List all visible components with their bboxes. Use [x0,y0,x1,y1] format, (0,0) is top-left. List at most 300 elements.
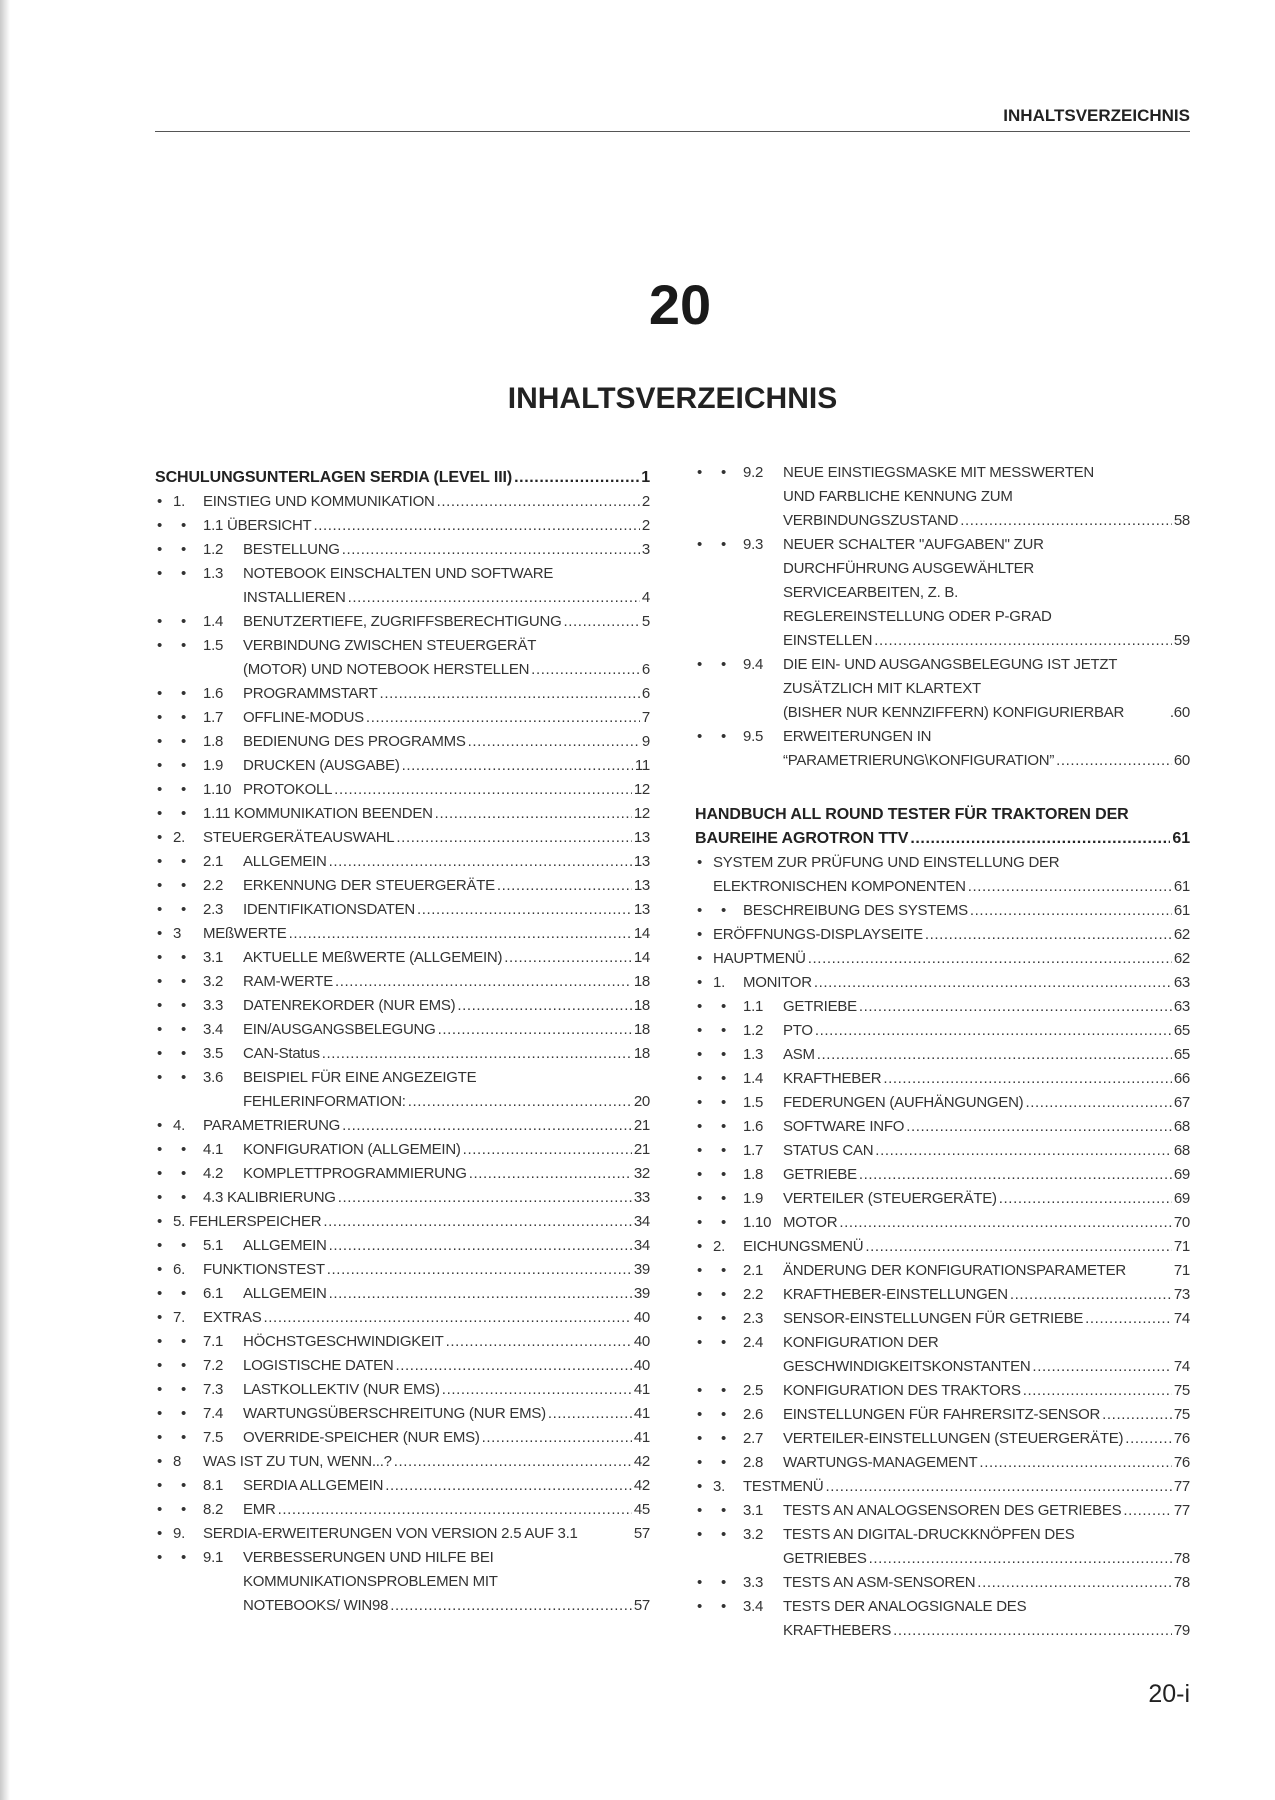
toc-entry[interactable] [695,1451,1190,1475]
toc-entry[interactable] [155,1018,650,1042]
toc-entry-body [743,1475,1190,1499]
bullet-icon: • [721,1574,727,1591]
section-number: 9.1 [203,1549,224,1566]
bullet-icon: • [697,854,703,871]
bullet-icon: • [181,685,187,702]
toc-entry[interactable] [155,946,650,970]
toc-entry-body [713,947,1190,971]
toc-entry[interactable] [155,898,650,922]
entry-title: SERVICEARBEITEN, Z. B. [783,584,959,601]
section-number: 9.3 [743,536,764,553]
toc-entry[interactable] [695,653,1190,725]
toc-entry[interactable] [695,1595,1190,1643]
toc-entry-body [783,1067,1190,1091]
toc-entry[interactable] [695,1427,1190,1451]
section-number: 9.4 [743,656,764,673]
toc-entry-body [743,1235,1190,1259]
toc-entry-body [243,754,650,778]
bullet-icon: • [157,757,163,774]
entry-line [783,1619,1190,1643]
toc-entry-body [783,1211,1190,1235]
entry-line [243,586,650,610]
toc-entry[interactable] [695,1115,1190,1139]
toc-entry-body [203,514,650,538]
toc-entry[interactable] [695,1499,1190,1523]
entry-line [783,1115,1190,1139]
entry-title: NEUER SCHALTER "AUFGABEN" ZUR [783,536,1044,553]
bullet-icon: • [697,926,703,943]
bullet-icon: • [181,1285,187,1302]
entry-line [203,514,650,538]
toc-entry[interactable] [155,826,650,850]
entry-title: VERTEILER (STEUERGERÄTE) [783,1190,997,1207]
entry-title: NEUE EINSTIEGSMASKE MIT MESSWERTEN [783,464,1094,481]
section-number: 7.1 [203,1333,224,1350]
entry-title: HÖCHSTGESCHWINDIGKEIT [243,1333,444,1350]
toc-entry-body [203,802,650,826]
dot-leader [329,1234,632,1258]
entry-line [243,970,650,994]
scan-edge-shadow [0,0,10,1800]
toc-entry[interactable] [695,1475,1190,1499]
dot-leader [1010,1283,1172,1307]
toc-entry[interactable] [695,1211,1190,1235]
toc-entry-body [243,874,650,898]
toc-entry[interactable] [155,754,650,778]
entry-line [243,994,650,1018]
toc-entry[interactable] [155,514,650,538]
toc-page-ref: 57 [633,1525,650,1542]
toc-page-ref: 18 [633,1021,650,1038]
toc-entry[interactable] [155,490,650,514]
dot-leader [859,995,1172,1019]
toc-entry[interactable] [695,1259,1190,1283]
toc-page-ref: 2 [641,493,650,510]
toc-page-ref: 74 [1173,1358,1190,1375]
toc-entry[interactable] [695,851,1190,899]
entry-line [243,1018,650,1042]
bullet-icon: • [697,1502,703,1519]
toc-entry-body [783,995,1190,1019]
entry-line [783,533,1190,557]
toc-page-ref: 39 [633,1261,650,1278]
spacer [578,1522,634,1546]
bullet-icon: • [181,1549,187,1566]
toc-entry-body [783,1331,1190,1379]
section-number: 2.8 [743,1454,764,1471]
bullet-icon: • [697,998,703,1015]
entry-title: EMR [243,1501,276,1518]
section-number: 1.1 [203,517,224,534]
section-number: 9. [173,1525,186,1542]
entry-title: GETRIEBE [783,1166,857,1183]
toc-entry-body [203,1114,650,1138]
toc-entry[interactable] [695,1139,1190,1163]
toc-entry[interactable] [155,1114,650,1138]
toc-entry-body [783,1139,1190,1163]
toc-entry[interactable] [695,1403,1190,1427]
entry-line [243,634,650,658]
section-number: 2. [713,1238,726,1255]
bullet-icon: • [181,517,187,534]
entry-title: DRUCKEN (AUSGABE) [243,757,400,774]
toc-entry[interactable] [155,1042,650,1066]
toc-entry[interactable] [695,1331,1190,1379]
entry-title: KOMMUNIKATIONSPROBLEMEN MIT [243,1573,498,1590]
entry-title: REGLEREINSTELLUNG ODER P-GRAD [783,608,1052,625]
bullet-icon: • [697,1190,703,1207]
dot-leader [970,899,1172,923]
entry-line [783,461,1190,485]
dot-leader [514,466,639,490]
toc-entry[interactable] [155,1282,650,1306]
dot-leader [322,1042,632,1066]
bullet-icon: • [181,853,187,870]
entry-line [243,1378,650,1402]
section-number: 3.1 [743,1502,764,1519]
toc-page-ref: 41 [633,1429,650,1446]
section-number: 2. [173,829,186,846]
toc-page-ref: 14 [633,949,650,966]
toc-entry[interactable] [155,1546,650,1618]
toc-entry[interactable] [695,923,1190,947]
entry-title: STATUS CAN [783,1142,874,1159]
entry-line [203,1186,650,1210]
toc-entry[interactable] [155,1330,650,1354]
entry-title: ZUSÄTZLICH MIT KLARTEXT [783,680,981,697]
bullet-icon: • [181,565,187,582]
section-number: 1.8 [203,733,224,750]
toc-entry-body [243,682,650,706]
section-number: 2.7 [743,1430,764,1447]
entry-line [783,1451,1190,1475]
toc-page-ref: 76 [1173,1430,1190,1447]
entry-line [783,1355,1190,1379]
dot-leader [323,1210,632,1234]
toc-entry[interactable] [155,1258,650,1282]
entry-title: WARTUNGSÜBERSCHREITUNG (NUR EMS) [243,1405,546,1422]
dot-leader [313,514,639,538]
toc-entry[interactable] [695,1523,1190,1571]
bullet-icon: • [157,1213,163,1230]
bullet-icon: • [697,1286,703,1303]
dot-leader [438,1018,632,1042]
toc-section-heading[interactable] [155,466,650,490]
bullet-icon: • [697,1478,703,1495]
toc-page-ref: 65 [1173,1046,1190,1063]
bullet-icon: • [181,877,187,894]
bullet-icon: • [181,613,187,630]
section-number: 2.3 [203,901,224,918]
toc-entry-body [243,898,650,922]
toc-entry[interactable] [155,1426,650,1450]
toc-page-ref: 41 [633,1381,650,1398]
toc-entry[interactable] [155,1066,650,1114]
section-number: 3.4 [203,1021,224,1038]
bullet-icon: • [157,1237,163,1254]
entry-title: UND FARBLICHE KENNUNG ZUM [783,488,1013,505]
entry-line [783,1139,1190,1163]
toc-entry[interactable] [155,682,650,706]
toc-entry-body [243,1282,650,1306]
toc-entry[interactable] [155,778,650,802]
bullet-icon: • [181,1501,187,1518]
toc-page-ref: 6 [641,661,650,678]
toc-page-ref: 78 [1173,1550,1190,1567]
toc-page-ref: 58 [1173,512,1190,529]
entry-title: ALLGEMEIN [243,1285,327,1302]
entry-title: GETRIEBES [783,1550,867,1567]
toc-entry-body [783,1595,1190,1643]
toc-page-ref: 63 [1173,974,1190,991]
entry-title: EXTRAS [203,1309,262,1326]
toc-entry[interactable] [695,899,1190,923]
entry-title: FUNKTIONSTEST [203,1261,325,1278]
section-number: 1.3 [203,565,224,582]
bullet-icon: • [181,781,187,798]
bullet-icon: • [697,974,703,991]
section-number: 2.2 [203,877,224,894]
entry-line [783,1427,1190,1451]
toc-entry[interactable] [155,730,650,754]
toc-column-left [155,466,650,1618]
toc-entry[interactable] [695,533,1190,653]
bullet-icon: • [181,709,187,726]
toc-page-ref: 40 [633,1309,650,1326]
section-number: 8.2 [203,1501,224,1518]
section-number: 1.2 [203,541,224,558]
entry-title: ALLGEMEIN [243,1237,327,1254]
toc-entry[interactable] [155,1498,650,1522]
toc-entry[interactable] [695,1163,1190,1187]
toc-entry[interactable] [155,1186,650,1210]
toc-entry[interactable] [695,1307,1190,1331]
dot-leader [815,1019,1172,1043]
toc-entry[interactable] [155,1234,650,1258]
section-number: 7.3 [203,1381,224,1398]
entry-line [243,1282,650,1306]
section-number: 2.6 [743,1406,764,1423]
entry-title: EINSTELLUNGEN FÜR FAHRERSITZ-SENSOR [783,1406,1101,1423]
entry-title: SERDIA ALLGEMEIN [243,1477,384,1494]
toc-entry-body [243,1426,650,1450]
entry-title: FEHLERSPEICHER [188,1213,322,1230]
toc-entry[interactable] [695,947,1190,971]
bullet-icon: • [157,1021,163,1038]
toc-entry[interactable] [155,562,650,610]
toc-entry[interactable] [155,1138,650,1162]
entry-line [243,1090,650,1114]
entry-line [783,1499,1190,1523]
dot-leader [906,1115,1172,1139]
toc-entry[interactable] [155,874,650,898]
toc-entry[interactable] [695,1091,1190,1115]
toc-entry-body [243,1234,650,1258]
toc-entry[interactable] [155,850,650,874]
bullet-icon: • [157,949,163,966]
entry-line [243,778,650,802]
bullet-icon: • [157,1285,163,1302]
entry-title: SERDIA-ERWEITERUNGEN VON VERSION 2.5 AUF 3.1 [203,1525,578,1542]
entry-title: SYSTEM ZUR PRÜFUNG UND EINSTELLUNG DER [713,854,1060,871]
toc-entry[interactable] [695,995,1190,1019]
entry-line [243,1570,650,1594]
bullet-icon: • [697,1526,703,1543]
toc-entry[interactable] [155,802,650,826]
toc-entry-body [243,562,650,610]
dot-leader [504,946,632,970]
entry-title: PTO [783,1022,813,1039]
entry-title: VERBESSERUNGEN UND HILFE BEI [243,1549,494,1566]
entry-title: (MOTOR) UND NOTEBOOK HERSTELLEN [243,661,530,678]
dot-leader [564,610,640,634]
toc-entry[interactable] [155,634,650,682]
toc-entry[interactable] [155,1354,650,1378]
entry-title: SENSOR-EINSTELLUNGEN FÜR GETRIEBE [783,1310,1084,1327]
entry-title: NOTEBOOKS/ WIN98 [243,1597,389,1614]
toc-entry[interactable] [695,725,1190,773]
section-number: 1.9 [203,757,224,774]
bullet-icon: • [181,1045,187,1062]
bullet-icon: • [697,1574,703,1591]
toc-entry[interactable] [155,1522,650,1546]
toc-entry[interactable] [155,706,650,730]
entry-line [743,899,1190,923]
bullet-icon: • [697,1142,703,1159]
bullet-icon: • [697,1598,703,1615]
toc-entry[interactable] [155,994,650,1018]
toc-page-ref: 68 [1173,1118,1190,1135]
toc-entry-body [173,1210,650,1234]
entry-title: BENUTZERTIEFE, ZUGRIFFSBERECHTIGUNG [243,613,562,630]
bullet-icon: • [721,1406,727,1423]
section-number: 1.2 [743,1022,764,1039]
bullet-icon: • [157,565,163,582]
toc-entry[interactable] [155,1306,650,1330]
toc-entry[interactable] [155,1402,650,1426]
bullet-icon: • [721,1334,727,1351]
toc-entry[interactable] [155,970,650,994]
toc-entry[interactable] [695,461,1190,533]
toc-entry[interactable] [695,1571,1190,1595]
toc-entry[interactable] [695,1379,1190,1403]
bullet-icon: • [697,1022,703,1039]
bullet-icon: • [697,1310,703,1327]
toc-entry[interactable] [695,1043,1190,1067]
toc-entry[interactable] [155,1162,650,1186]
toc-entry[interactable] [695,1187,1190,1211]
toc-entry[interactable] [695,1235,1190,1259]
toc-entry[interactable] [155,1474,650,1498]
toc-section-heading[interactable] [695,803,1190,851]
toc-entry-body [783,653,1190,725]
entry-title: PROGRAMMSTART [243,685,378,702]
dot-leader [402,754,633,778]
toc-page-ref: 1 [641,469,650,486]
toc-entry[interactable] [155,1210,650,1234]
entry-line [783,725,1190,749]
bullet-icon: • [721,1382,727,1399]
entry-title: DIE EIN- UND AUSGANGSBELEGUNG IST JETZT [783,656,1118,673]
section-number: 2.1 [743,1262,764,1279]
toc-entry-body [783,1259,1190,1283]
toc-entry[interactable] [155,610,650,634]
entry-line [783,581,1190,605]
dot-leader [817,1043,1172,1067]
entry-line [713,851,1190,875]
dot-leader [442,1378,632,1402]
dot-leader [366,706,640,730]
bullet-icon: • [157,541,163,558]
section-number: 4.2 [203,1165,224,1182]
toc-entry[interactable] [155,922,650,946]
entry-title: KRAFTHEBER [783,1070,882,1087]
bullet-icon: • [697,1262,703,1279]
section-number: 3.5 [203,1045,224,1062]
section-number: 4. [173,1117,186,1134]
section-number: 3.3 [203,997,224,1014]
bullet-icon: • [697,656,703,673]
section-number: 4.3 [203,1189,224,1206]
entry-line [783,1259,1190,1283]
dot-leader [1102,1403,1172,1427]
toc-entry-body [783,1043,1190,1067]
toc-entry[interactable] [695,1019,1190,1043]
spacer [1126,1259,1174,1283]
bullet-icon: • [157,1261,163,1278]
bullet-icon: • [721,902,727,919]
bullet-icon: • [157,1165,163,1182]
entry-line [783,1307,1190,1331]
entry-line [243,946,650,970]
toc-entry[interactable] [155,1378,650,1402]
bullet-icon: • [181,1021,187,1038]
toc-entry[interactable] [695,1067,1190,1091]
toc-page-ref: 71 [1173,1262,1190,1279]
bullet-icon: • [181,1141,187,1158]
bullet-icon: • [157,1045,163,1062]
section-number: 2.4 [743,1334,764,1351]
entry-line [173,1210,650,1234]
toc-entry[interactable] [695,971,1190,995]
entry-title: “PARAMETRIERUNG\KONFIGURATION” [783,752,1055,769]
dot-leader [874,629,1172,653]
toc-entry-body [243,1546,650,1618]
entry-title: HAUPTMENÜ [713,950,806,967]
toc-page-ref: 13 [633,877,650,894]
entry-title: EINSTIEG UND KOMMUNIKATION [203,493,435,510]
toc-page-ref: 57 [633,1597,650,1614]
bullet-icon: • [697,1070,703,1087]
toc-entry-body [243,1378,650,1402]
bullet-icon: • [721,1046,727,1063]
dot-leader [264,1306,632,1330]
toc-entry[interactable] [695,1283,1190,1307]
bullet-icon: • [721,1502,727,1519]
entry-title: OFFLINE-MODUS [243,709,364,726]
entry-line [783,1403,1190,1427]
dot-leader [437,490,640,514]
toc-entry[interactable] [155,1450,650,1474]
bullet-icon: • [721,1526,727,1543]
section-number: 3.2 [203,973,224,990]
dot-leader [859,1163,1172,1187]
toc-entry[interactable] [155,538,650,562]
toc-page-ref: 77 [1173,1478,1190,1495]
toc-entry-body [243,538,650,562]
section-number: 6.1 [203,1285,224,1302]
bullet-icon: • [181,949,187,966]
